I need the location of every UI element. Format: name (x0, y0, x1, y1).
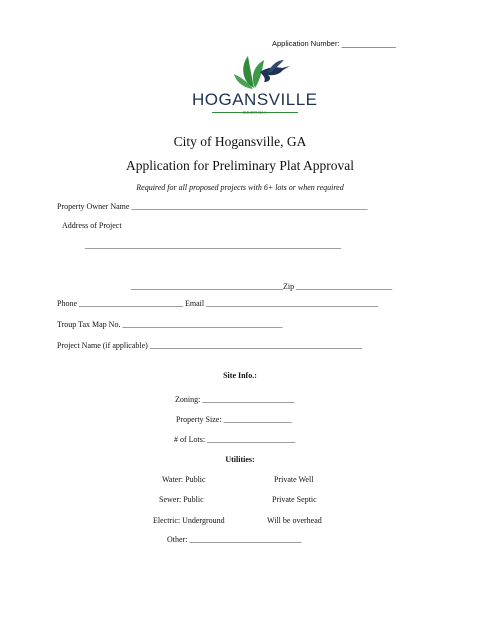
page-title: City of Hogansville, GA (173, 134, 307, 149)
utilities-heading: Utilities: (225, 455, 255, 464)
sewer-public-option[interactable]: Sewer: Public (159, 495, 204, 504)
page-subtitle: Application for Preliminary Plat Approval (126, 158, 354, 173)
zoning-field[interactable]: Zoning: _______________________ (175, 395, 295, 404)
property-size-field[interactable]: Property Size: _________________ (176, 415, 292, 424)
phone-email-field[interactable]: Phone __________________________ Email ___________________________________________ (57, 299, 379, 308)
sewer-private-option[interactable]: Private Septic (272, 495, 317, 504)
tax-map-field[interactable]: Troup Tax Map No. ________________________________________ (57, 320, 283, 329)
logo-wordmark: HOGANSVILLE (192, 90, 318, 109)
requirement-note: Required for all proposed projects with 6+ lots or when required (136, 183, 344, 192)
water-public-option[interactable]: Water: Public (162, 475, 206, 484)
application-number[interactable]: Application Number: _____________ (272, 39, 396, 48)
electric-underground-option[interactable]: Electric: Underground (153, 516, 225, 525)
property-owner-field[interactable]: Property Owner Name ___________________________________________________________ (57, 202, 368, 211)
water-private-option[interactable]: Private Well (274, 475, 314, 484)
electric-overhead-option[interactable]: Will be overhead (267, 516, 322, 525)
other-utility-field[interactable]: Other: ____________________________ (167, 535, 302, 544)
address-label: Address of Project (62, 221, 122, 230)
logo-state: GEORGIA (242, 110, 268, 115)
hogansville-logo (190, 52, 320, 120)
site-info-heading: Site Info.: (223, 371, 257, 380)
address-line-field[interactable]: ________________________________________________________________ (85, 241, 341, 250)
lots-field[interactable]: # of Lots: ______________________ (174, 435, 296, 444)
project-name-field[interactable]: Project Name (if applicable) _____________________________________________________ (57, 341, 362, 350)
zip-field[interactable]: ______________________________________Zip ________________________ (131, 282, 393, 291)
